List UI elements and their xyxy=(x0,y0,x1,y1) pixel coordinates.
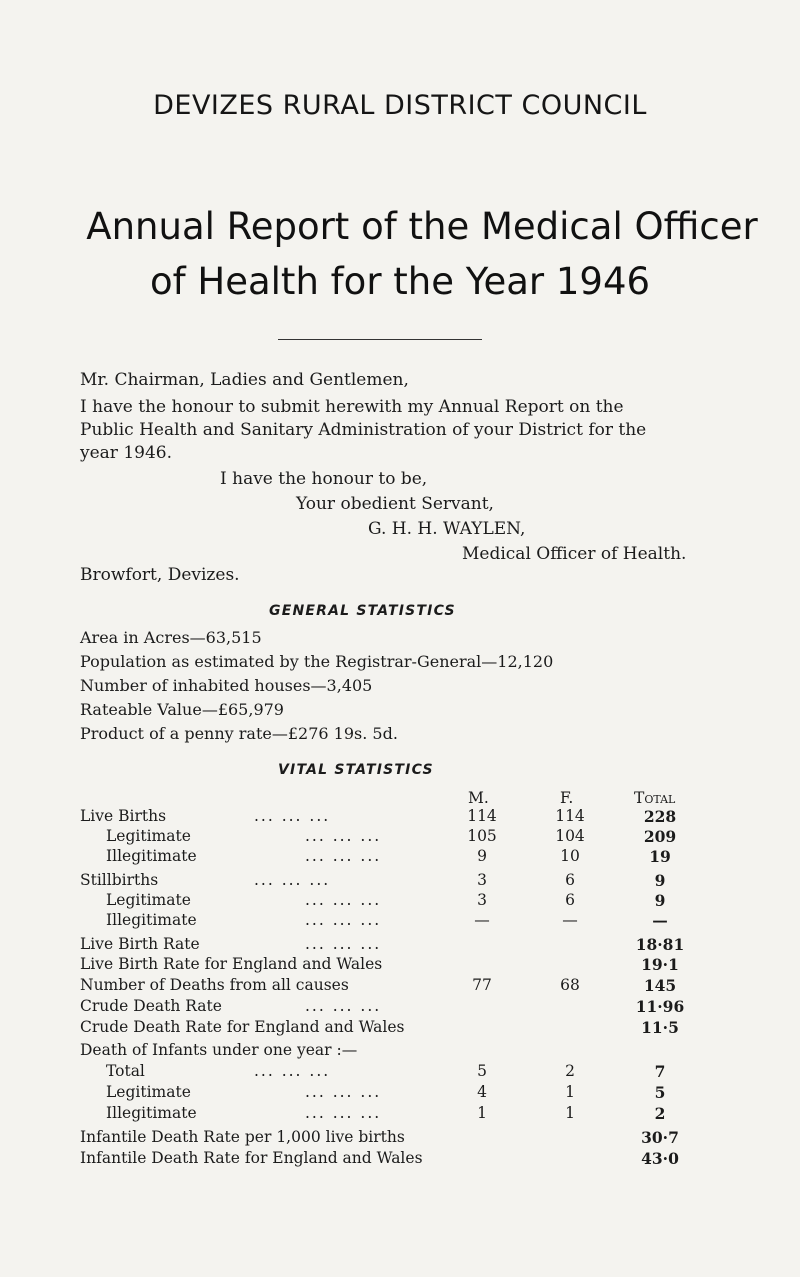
cell-male: 77 xyxy=(472,976,492,994)
row-leader-dots: ... ... ... xyxy=(305,1083,382,1101)
cell-male: 4 xyxy=(477,1083,487,1101)
cell-female: 114 xyxy=(555,807,585,825)
column-header-male: M. xyxy=(468,789,489,807)
letter-position: Medical Officer of Health. xyxy=(462,544,687,564)
row-label: Total xyxy=(106,1062,145,1080)
row-leader-dots: ... ... ... xyxy=(305,891,382,909)
table-row xyxy=(0,1041,800,1063)
cell-total: 7 xyxy=(654,1062,666,1081)
title-divider xyxy=(278,339,482,340)
table-row xyxy=(0,976,800,998)
row-leader-dots: ... ... ... xyxy=(305,827,382,845)
cell-male: — xyxy=(474,911,490,929)
row-leader-dots: ... ... ... xyxy=(305,911,382,929)
letter-body-line: Public Health and Sanitary Administration of your District for the xyxy=(80,420,647,440)
cell-total: 9 xyxy=(654,891,666,910)
table-row xyxy=(0,891,800,913)
cell-female: 2 xyxy=(565,1062,575,1080)
general-statistics-heading: GENERAL STATISTICS xyxy=(269,603,456,619)
row-leader-dots: ... ... ... xyxy=(254,807,331,825)
cell-total: 209 xyxy=(643,827,677,846)
letter-servant: Your obedient Servant, xyxy=(296,494,494,514)
letter-body-line: I have the honour to submit herewith my Annual Report on the xyxy=(80,397,624,417)
row-leader-dots: ... ... ... xyxy=(254,1062,331,1080)
cell-female: 10 xyxy=(560,847,580,865)
cell-female: 68 xyxy=(560,976,580,994)
table-row xyxy=(0,1149,800,1171)
row-label: Legitimate xyxy=(106,827,191,845)
letter-body-line: year 1946. xyxy=(80,443,172,463)
row-leader-dots: ... ... ... xyxy=(305,935,382,953)
table-row xyxy=(0,871,800,893)
general-stat-line: Rateable Value—£65,979 xyxy=(80,700,284,719)
general-stat-line: Product of a penny rate—£276 19s. 5d. xyxy=(80,724,398,743)
report-title-line-1: Annual Report of the Medical Officer xyxy=(86,205,758,248)
column-header-female: F. xyxy=(560,789,574,807)
council-name: DEVIZES RURAL DISTRICT COUNCIL xyxy=(153,90,647,121)
letter-signature: G. H. H. WAYLEN, xyxy=(368,519,526,539)
cell-total: 5 xyxy=(654,1083,666,1102)
cell-male: 3 xyxy=(477,871,487,889)
row-label: Illegitimate xyxy=(106,847,197,865)
row-leader-dots: ... ... ... xyxy=(254,871,331,889)
cell-total: 18·81 xyxy=(635,935,685,954)
vital-statistics-heading: VITAL STATISTICS xyxy=(278,762,434,778)
cell-male: 105 xyxy=(467,827,497,845)
letter-address: Browfort, Devizes. xyxy=(80,565,240,585)
row-label: Illegitimate xyxy=(106,1104,197,1122)
row-leader-dots: ... ... ... xyxy=(305,1104,382,1122)
row-leader-dots: ... ... ... xyxy=(305,847,382,865)
row-label: Live Birth Rate for England and Wales xyxy=(80,955,383,973)
column-header-total: Total xyxy=(634,789,676,807)
cell-female: 1 xyxy=(565,1104,575,1122)
cell-female: 6 xyxy=(565,871,575,889)
table-row xyxy=(0,1062,800,1084)
letter-closing: I have the honour to be, xyxy=(220,469,428,489)
table-row xyxy=(0,955,800,977)
table-row xyxy=(0,935,800,957)
cell-female: 1 xyxy=(565,1083,575,1101)
cell-total: 43·0 xyxy=(641,1149,679,1168)
table-row xyxy=(0,1083,800,1105)
general-stat-line: Number of inhabited houses—3,405 xyxy=(80,676,373,695)
cell-total: 11·5 xyxy=(641,1018,679,1037)
cell-total: 2 xyxy=(654,1104,666,1123)
row-label: Live Birth Rate xyxy=(80,935,200,953)
row-label: Crude Death Rate xyxy=(80,997,222,1015)
cell-female: — xyxy=(562,911,578,929)
cell-female: 104 xyxy=(555,827,585,845)
cell-male: 5 xyxy=(477,1062,487,1080)
row-label: Live Births xyxy=(80,807,167,825)
cell-total: 228 xyxy=(643,807,677,826)
table-row xyxy=(0,847,800,869)
row-label: Death of Infants under one year :— xyxy=(80,1041,358,1059)
cell-total: 11·96 xyxy=(635,997,685,1016)
report-title-line-2: of Health for the Year 1946 xyxy=(149,260,651,303)
table-row xyxy=(0,997,800,1019)
table-row xyxy=(0,1018,800,1040)
cell-total: 145 xyxy=(643,976,677,995)
cell-total: 19·1 xyxy=(641,955,679,974)
table-row xyxy=(0,911,800,933)
general-stat-line: Population as estimated by the Registrar-General—12,120 xyxy=(80,652,554,671)
row-label: Crude Death Rate for England and Wales xyxy=(80,1018,405,1036)
row-label: Legitimate xyxy=(106,891,191,909)
cell-male: 3 xyxy=(477,891,487,909)
general-stat-line: Area in Acres—63,515 xyxy=(80,628,262,647)
row-label: Stillbirths xyxy=(80,871,159,889)
letter-salutation: Mr. Chairman, Ladies and Gentlemen, xyxy=(80,370,409,390)
cell-total: 9 xyxy=(654,871,666,890)
cell-male: 1 xyxy=(477,1104,487,1122)
cell-male: 114 xyxy=(467,807,497,825)
cell-female: 6 xyxy=(565,891,575,909)
cell-male: 9 xyxy=(477,847,487,865)
table-row xyxy=(0,1128,800,1150)
cell-total: — xyxy=(652,911,668,930)
row-label: Legitimate xyxy=(106,1083,191,1101)
cell-total: 30·7 xyxy=(641,1128,679,1147)
row-label: Number of Deaths from all causes xyxy=(80,976,349,994)
table-row xyxy=(0,1104,800,1126)
cell-total: 19 xyxy=(649,847,671,866)
table-row xyxy=(0,827,800,849)
table-row xyxy=(0,807,800,829)
row-leader-dots: ... ... ... xyxy=(305,997,382,1015)
row-label: Infantile Death Rate for England and Wales xyxy=(80,1149,423,1167)
row-label: Infantile Death Rate per 1,000 live births xyxy=(80,1128,405,1146)
row-label: Illegitimate xyxy=(106,911,197,929)
